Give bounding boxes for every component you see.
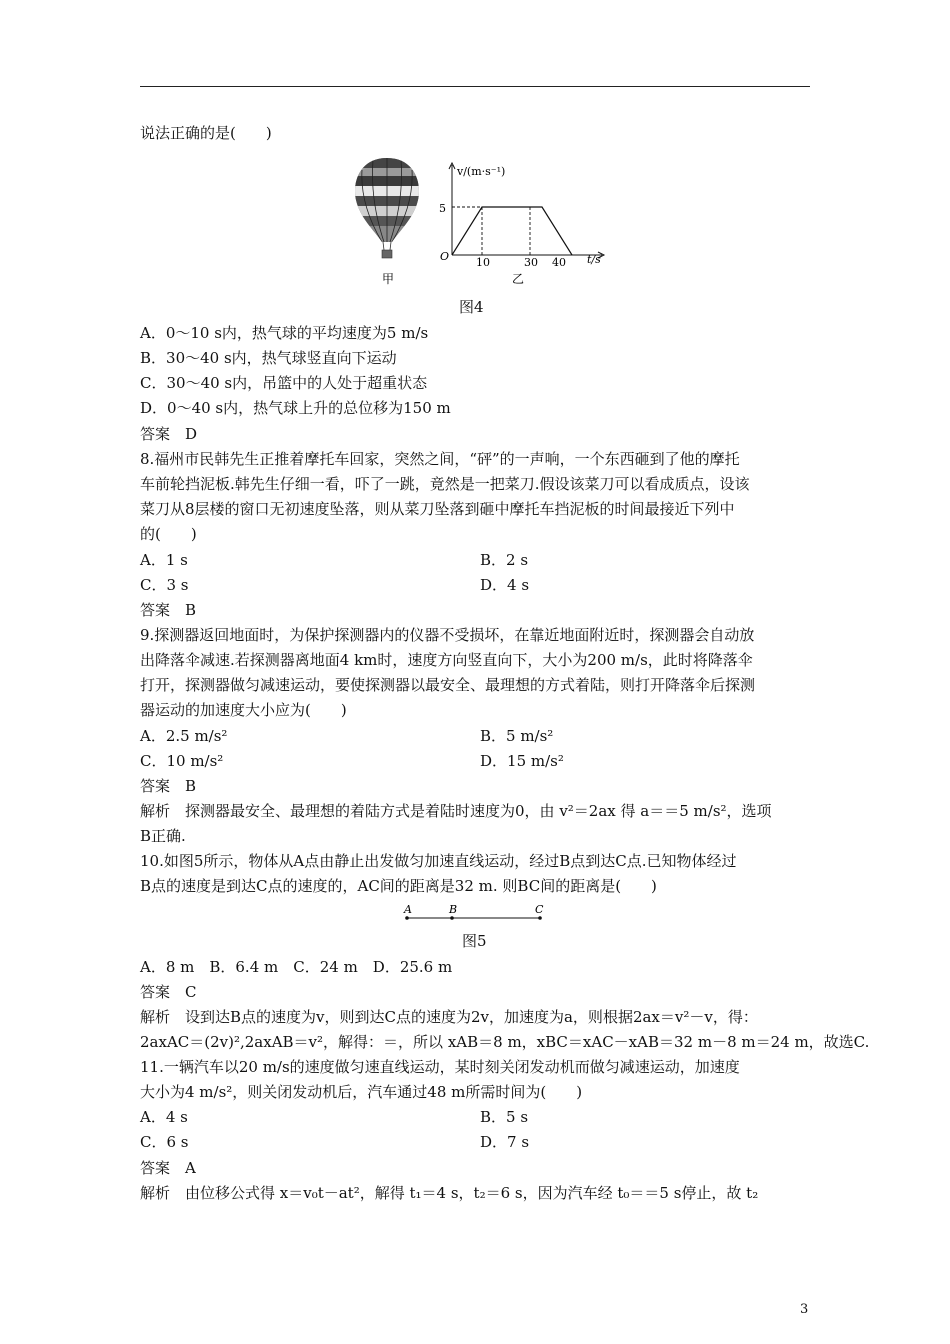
- q8-option-a: A．1 s: [140, 551, 188, 569]
- q9-option-b: B．5 m/s²: [480, 727, 554, 745]
- q7-option-c: C．30～40 s内，吊篮中的人处于超重状态: [140, 374, 428, 392]
- q11-answer: 答案 A: [140, 1159, 196, 1177]
- q7-option-a: A．0～10 s内，热气球的平均速度为5 m/s: [140, 324, 429, 342]
- q10-answer: 答案 C: [140, 983, 197, 1001]
- label-c: C: [535, 903, 544, 916]
- q9-stem-line3: 打开，探测器做匀减速运动，要使探测器以最安全、最理想的方式着陆，则打开降落伞后探测: [140, 676, 756, 694]
- q10-stem-line1: 10.如图5所示，物体从A点由静止出发做匀加速直线运动，经过B点到达C点.已知物体经过: [140, 852, 737, 870]
- q11-option-a: A．4 s: [140, 1108, 188, 1126]
- figure-4-caption: 图4: [459, 298, 484, 316]
- q7-option-b: B．30～40 s内，热气球竖直向下运动: [140, 349, 397, 367]
- q9-analysis-line1: 解析 探测器最安全、最理想的着陆方式是着陆时速度为0，由 v²＝2ax 得 a＝＝5 m/s²，选项: [140, 802, 772, 820]
- x-tick-label: 40: [552, 256, 566, 269]
- label-a: A: [404, 903, 412, 916]
- q9-option-c: C．10 m/s²: [140, 752, 224, 770]
- x-axis-label: t/s: [587, 253, 601, 266]
- q11-analysis-line1: 解析 由位移公式得 x＝v₀t－at²，解得 t₁＝4 s，t₂＝6 s，因为汽车经 t₀＝＝5 s停止，故 t₂: [140, 1184, 759, 1202]
- q9-stem-line4: 器运动的加速度大小应为( ): [140, 701, 347, 719]
- q11-option-d: D．7 s: [480, 1133, 530, 1151]
- q10-options: A．8 m B．6.4 m C．24 m D．25.6 m: [140, 958, 453, 976]
- q9-option-d: D．15 m/s²: [480, 752, 564, 770]
- q10-analysis-line2: 2axAC＝(2v)²,2axAB＝v²，解得：＝，所以 xAB＝8 m，xBC＝xAC－xAB＝32 m－8 m＝24 m，故选C.: [140, 1033, 870, 1051]
- hot-air-balloon-image: [350, 158, 430, 258]
- q9-answer: 答案 B: [140, 777, 197, 795]
- question-intro: 说法正确的是( ): [140, 124, 272, 142]
- point-b: [450, 916, 454, 920]
- q11-stem-line2: 大小为4 m/s²，则关闭发动机后，汽车通过48 m所需时间为( ): [140, 1083, 583, 1101]
- velocity-line: [452, 207, 572, 255]
- x-tick-label: 10: [476, 256, 490, 269]
- y-tick-label: 5: [439, 202, 446, 215]
- q7-option-d: D．0～40 s内，热气球上升的总位移为150 m: [140, 399, 451, 417]
- q11-stem-line1: 11.一辆汽车以20 m/s的速度做匀速直线运动，某时刻关闭发动机而做匀减速运动，加速度: [140, 1058, 740, 1076]
- q8-stem-line2: 车前轮挡泥板.韩先生仔细一看，吓了一跳，竟然是一把菜刀.假设该菜刀可以看成质点，设该: [140, 475, 750, 493]
- q11-option-c: C．6 s: [140, 1133, 189, 1151]
- q8-stem-line4: 的( ): [140, 525, 197, 543]
- figure-5: [395, 900, 555, 930]
- point-c: [538, 916, 542, 920]
- q9-analysis-line2: B正确.: [140, 827, 186, 845]
- q8-option-b: B．2 s: [480, 551, 529, 569]
- q9-stem-line1: 9.探测器返回地面时，为保护探测器内的仪器不受损坏，在靠近地面附近时，探测器会自动放: [140, 626, 755, 644]
- q8-answer: 答案 B: [140, 601, 197, 619]
- label-b: B: [449, 903, 458, 916]
- figure-4: [340, 150, 620, 295]
- q10-stem-line2: B点的速度是到达C点的速度的，AC间的距离是32 m. 则BC间的距离是( ): [140, 877, 657, 895]
- q8-stem-line3: 菜刀从8层楼的窗口无初速度坠落，则从菜刀坠落到砸中摩托车挡泥板的时间最接近下列中: [140, 500, 735, 518]
- origin-label: O: [440, 250, 450, 263]
- q11-option-b: B．5 s: [480, 1108, 529, 1126]
- page-number: 3: [800, 1302, 809, 1317]
- x-tick-label: 30: [524, 256, 538, 269]
- figure-left-label: 甲: [382, 272, 395, 286]
- q8-option-d: D．4 s: [480, 576, 530, 594]
- point-a: [405, 916, 409, 920]
- q10-analysis-line1: 解析 设到达B点的速度为v，则到达C点的速度为2v，加速度为a，则根据2ax＝v²－v，得：: [140, 1008, 758, 1026]
- q9-option-a: A．2.5 m/s²: [140, 727, 228, 745]
- figure-right-label: 乙: [512, 272, 525, 286]
- q7-answer: 答案 D: [140, 425, 198, 443]
- q8-stem-line1: 8.福州市民韩先生正推着摩托车回家，突然之间，“砰”的一声响，一个东西砸到了他的摩托: [140, 450, 740, 468]
- q9-stem-line2: 出降落伞减速.若探测器离地面4 km时，速度方向竖直向下，大小为200 m/s，此时将降落伞: [140, 651, 753, 669]
- header-rule: [140, 86, 810, 87]
- q8-option-c: C．3 s: [140, 576, 189, 594]
- figure-5-caption: 图5: [462, 932, 487, 950]
- y-axis-label: v/(m·s⁻¹): [457, 165, 506, 178]
